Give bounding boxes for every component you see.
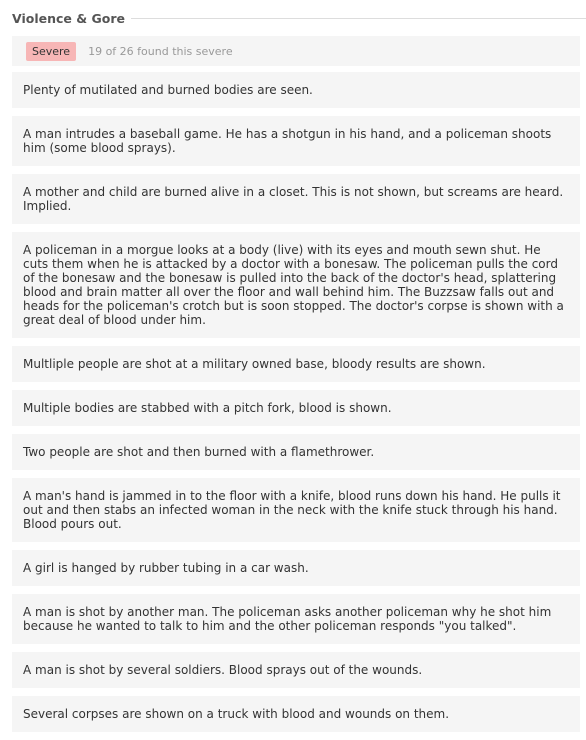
list-item: A policeman in a morgue looks at a body (live) with its eyes and mouth sewn shut. He cuts them when he is attacked by a doctor with a bonesaw. The policeman pulls the cord of the bonesaw and the bonesaw is pulled into the back of the doctor's head, splattering blood and brain matter all over the floor and wall behind him. The Buzzsaw falls out and heads for the policeman's crotch but is soon stopped. The doctor's corpse is shown with a great deal of blood under him. [12,232,580,338]
list-item: A man's hand is jammed in to the floor with a knife, blood runs down his hand. He pulls it out and then stabs an infected woman in the neck with the knife stuck through his hand. Blood pours out. [12,478,580,542]
list-item: Plenty of mutilated and burned bodies are seen. [12,72,580,108]
section-divider [131,18,586,19]
severity-summary [12,36,580,66]
section-header [12,8,586,28]
list-item: A mother and child are burned alive in a closet. This is not shown, but screams are heard. Implied. [12,174,580,224]
list-item: Several corpses are shown on a truck with blood and wounds on them. [12,696,580,732]
list-item: Multliple people are shot at a military owned base, bloody results are shown. [12,346,580,382]
content-items-list [12,72,580,740]
list-item: Multiple bodies are stabbed with a pitch fork, blood is shown. [12,390,580,426]
list-item: A man is shot by several soldiers. Blood sprays out of the wounds. [12,652,580,688]
list-item: A man is shot by another man. The policeman asks another policeman why he shot him because he wanted to talk to him and the other policeman responds "you talked". [12,594,580,644]
list-item: A girl is hanged by rubber tubing in a car wash. [12,550,580,586]
section-title: Violence & Gore [12,10,125,26]
list-item: A man intrudes a baseball game. He has a shotgun in his hand, and a policeman shoots him (some blood sprays). [12,116,580,166]
list-item: Two people are shot and then burned with a flamethrower. [12,434,580,470]
severity-badge: Severe [26,42,76,61]
severity-vote-count: 19 of 26 found this severe [88,44,233,58]
